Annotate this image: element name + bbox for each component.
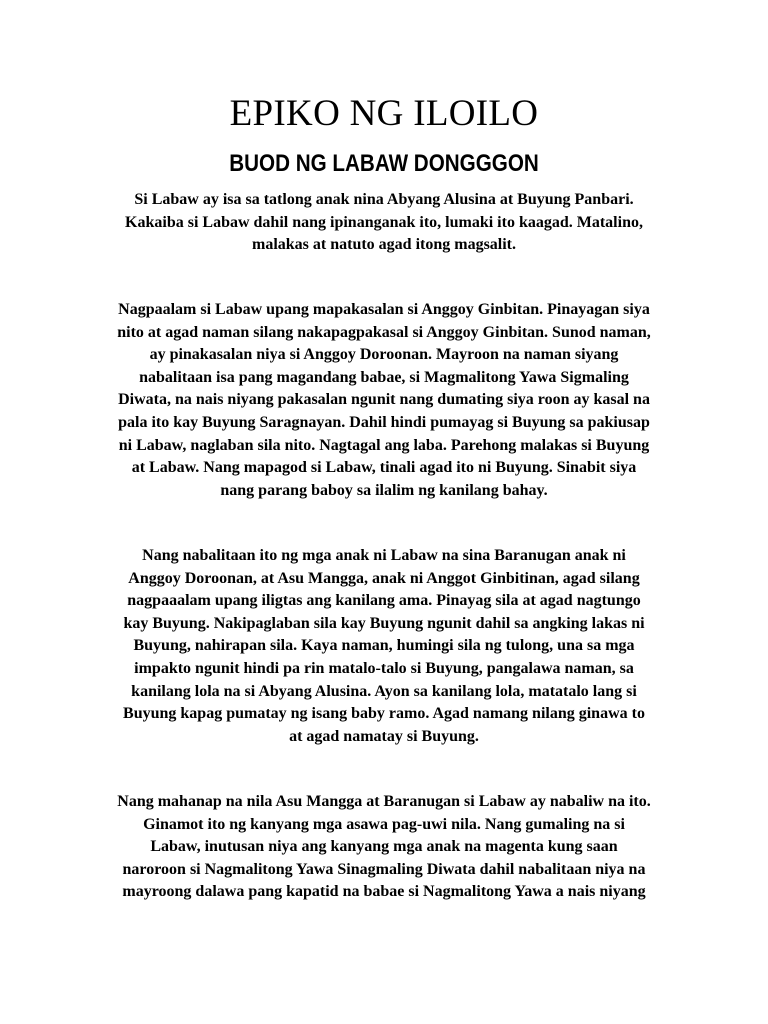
paragraph-line: Ginamot ito ng kanyang mga asawa pag-uwi nila. Nang gumaling na si (143, 815, 625, 833)
paragraph-line: pala ito kay Buyung Saragnayan. Dahil hindi pumayag si Buyung sa pakiusap (118, 413, 650, 431)
document-title: EPIKO NG ILOILO (229, 93, 539, 134)
paragraph-1 (80, 189, 688, 257)
paragraph-line: ni Labaw, naglaban sila nito. Nagtagal ang laba. Parehong malakas si Buyung (118, 436, 650, 454)
document-subtitle: BUOD NG LABAW DONGGGON (229, 150, 539, 177)
paragraph-4 (80, 791, 688, 904)
paragraph-line: nagpaaalam upang iligtas ang kanilang ama. Pinayag sila at agad nagtungo (127, 592, 641, 610)
paragraph-line: Nagpaalam si Labaw upang mapakasalan si Anggoy Ginbitan. Pinayagan siya (118, 301, 650, 318)
paragraph-3 (80, 545, 688, 748)
paragraph-line: nang parang baboy sa ilalim ng kanilang bahay. (220, 481, 548, 499)
paragraph-line: at agad namatay si Buyung. (289, 727, 479, 745)
paragraph-line: impakto ngunit hindi pa rin matalo-talo si Buyung, pangalawa naman, sa (134, 659, 634, 677)
paragraph-line: Nang nabalitaan ito ng mga anak ni Labaw na sina Baranugan anak ni (142, 547, 626, 564)
paragraph-line: Si Labaw ay isa sa tatlong anak nina Abyang Alusina at Buyung Panbari. (134, 191, 634, 208)
paragraph-line: Kakaiba si Labaw dahil nang ipinanganak ito, lumaki ito kaagad. Matalino, (125, 213, 643, 231)
paragraph-line: Nang mahanap na nila Asu Mangga at Baranugan si Labaw ay nabaliw na ito. (117, 793, 651, 810)
paragraph-line: Labaw, inutusan niya ang kanyang mga anak na magenta kung saan (150, 838, 618, 856)
paragraph-line: mayroong dalawa pang kapatid na babae si Nagmalitong Yawa a nais niyang (122, 883, 646, 901)
paragraph-line: naroroon si Nagmalitong Yawa Sinagmaling Diwata dahil nabalitaan niya na (122, 860, 646, 878)
paragraph-line: kay Buyung. Nakipaglaban sila kay Buyung ngunit dahil sa angking lakas ni (123, 614, 645, 632)
paragraph-line: kanilang lola na si Abyang Alusina. Ayon sa kanilang lola, matatalo lang si (131, 682, 637, 700)
paragraph-line: nabalitaan isa pang magandang babae, si Magmalitong Yawa Sigmaling (139, 368, 629, 386)
paragraph-line: Diwata, na nais niyang pakasalan ngunit nang dumating siya roon ay kasal na (118, 391, 650, 409)
paragraph-line: Buyung, nahirapan sila. Kaya naman, humingi sila ng tulong, una sa mga (133, 637, 635, 655)
paragraph-line: ay pinakasalan niya si Anggoy Doroonan. Mayroon na naman siyang (149, 346, 619, 364)
paragraph-line: nito at agad naman silang nakapagpakasal si Anggoy Ginbitan. Sunod naman, (117, 323, 651, 341)
paragraph-line: Buyung kapag pumatay ng isang baby ramo. Agad namang nilang ginawa to (123, 705, 645, 723)
paragraph-line: at Labaw. Nang mapagod si Labaw, tinali agad ito ni Buyung. Sinabit siya (131, 459, 637, 477)
paragraph-line: Anggoy Doroonan, at Asu Mangga, anak ni Anggot Ginbitinan, agad silang (128, 569, 640, 587)
paragraph-2 (80, 299, 688, 502)
paragraph-line: malakas at natuto agad itong magsalit. (251, 236, 517, 254)
